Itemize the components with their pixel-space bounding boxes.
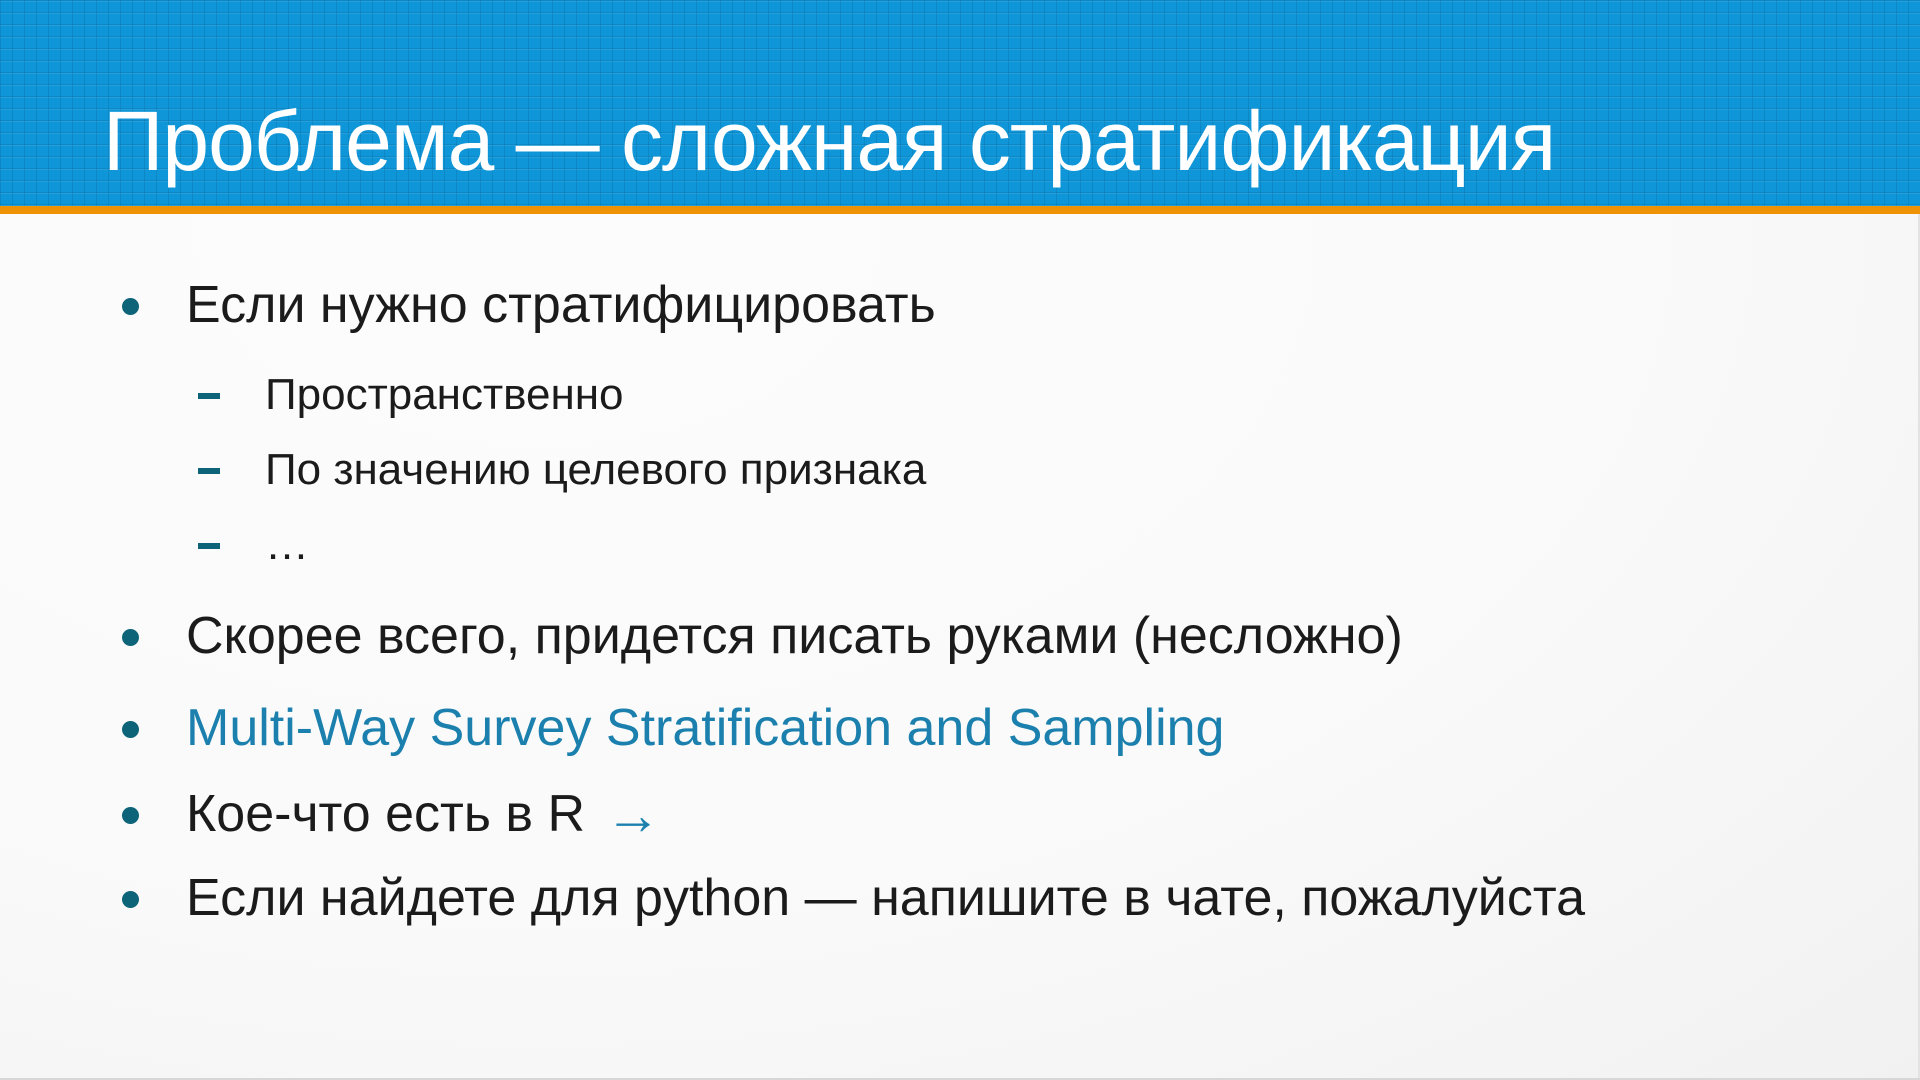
bullet-list	[0, 214, 1920, 945]
sub-bullet-item	[0, 433, 1920, 508]
sub-bullet-item	[0, 508, 1920, 583]
bullet-dash-icon	[198, 468, 220, 474]
bullet-item	[0, 683, 1920, 775]
bullet-dot-icon	[122, 891, 139, 908]
bullet-item	[0, 260, 1920, 352]
slide-header	[0, 0, 1920, 206]
bullet-dot-icon	[122, 298, 139, 315]
bullet-dot-icon	[122, 629, 139, 646]
bullet-item	[0, 853, 1920, 945]
r-resources-arrow-link[interactable]: →	[605, 783, 662, 846]
bullet-item	[0, 769, 1920, 861]
bullet-item	[0, 591, 1920, 683]
bullet-text: Кое-что есть в R	[186, 785, 586, 844]
sub-bullet-text: …	[265, 520, 309, 570]
bullet-dot-icon	[122, 721, 139, 738]
bullet-text: Если найдете для python — напишите в чате, пожалуйста	[186, 869, 1585, 928]
header-accent-bar	[0, 206, 1920, 214]
sub-bullet-text: По значению целевого признака	[265, 445, 927, 495]
sub-bullet-text: Пространственно	[265, 370, 624, 420]
bullet-dash-icon	[198, 543, 220, 549]
paper-hyperlink[interactable]: Multi-Way Survey Stratification and Sampling	[186, 699, 1225, 758]
bullet-text: Если нужно стратифицировать	[186, 276, 936, 335]
sub-bullet-item	[0, 358, 1920, 433]
bullet-text: Скорее всего, придется писать руками (несложно)	[186, 607, 1403, 666]
bullet-dot-icon	[122, 807, 139, 824]
slide-body	[0, 214, 1920, 1080]
bullet-dash-icon	[198, 393, 220, 399]
slide-title: Проблема — сложная стратификация	[103, 94, 1556, 188]
